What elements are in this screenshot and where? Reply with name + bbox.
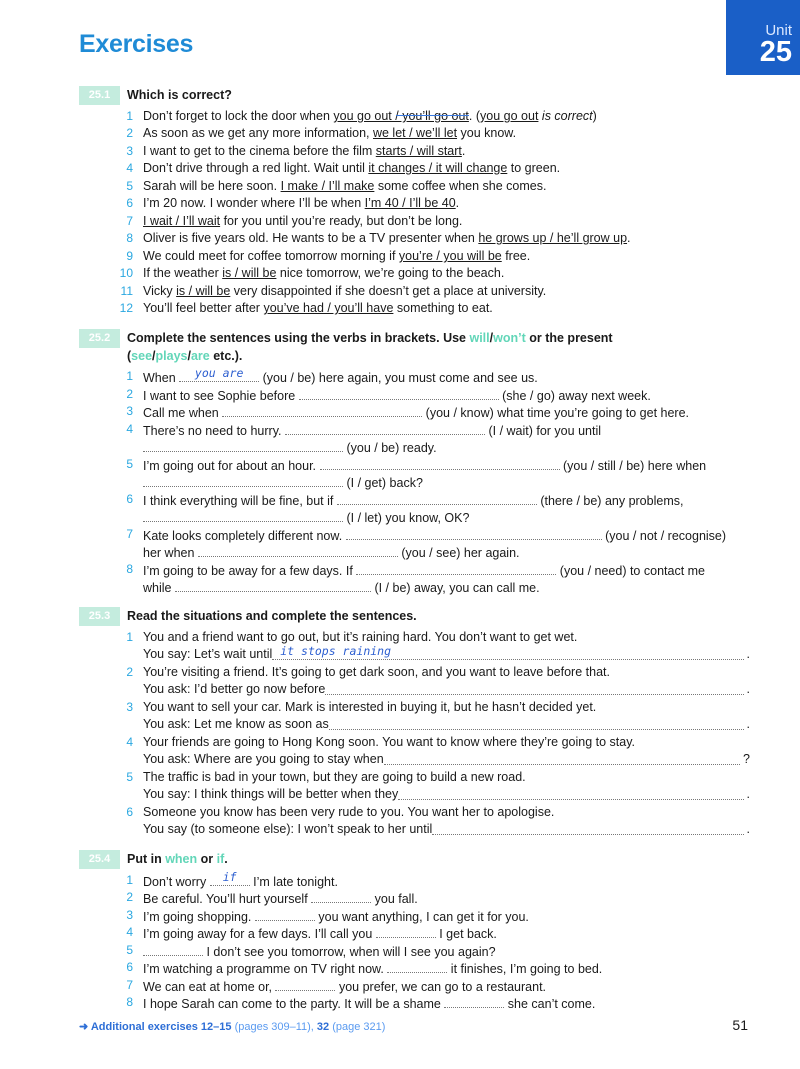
- note-text: ): [592, 109, 597, 123]
- response-prompt: You say: I think things will be better when they: [143, 787, 399, 801]
- ex2-item-6-cont: [143, 509, 469, 526]
- answer-blank[interactable]: [198, 544, 398, 557]
- exercise-label-25-3: 25.3: [79, 607, 120, 626]
- text: very disappointed if she doesn’t get a place at university.: [230, 284, 547, 298]
- ex4-item-7: [143, 978, 546, 995]
- handwritten-answer: you are: [194, 366, 244, 380]
- ex4-item-6: [143, 960, 602, 977]
- heading-text: or: [197, 852, 217, 866]
- item-number: 2: [126, 126, 133, 140]
- ex1-item: [143, 126, 516, 141]
- item-number: 3: [126, 144, 133, 158]
- item-number: 3: [126, 404, 133, 418]
- text: something to eat.: [393, 301, 493, 315]
- item-number: 7: [126, 527, 133, 541]
- situation-text: The traffic is bad in your town, but they are going to build a new road.: [143, 770, 526, 784]
- item-number: 10: [119, 266, 133, 280]
- keyword-plays: plays: [155, 349, 188, 363]
- ex2-item-5-cont: [143, 474, 423, 491]
- answer-blank[interactable]: [285, 422, 485, 435]
- text: (I / let) you know, OK?: [343, 511, 470, 525]
- end-punctuation: .: [746, 822, 750, 836]
- ex4-item-1: [143, 870, 338, 890]
- text: We can eat at home or,: [143, 980, 276, 994]
- item-number: 2: [126, 387, 133, 401]
- text: (you / still / be) here when: [559, 459, 707, 473]
- response-prompt: You say: Let’s wait until: [143, 647, 273, 661]
- text: you know.: [457, 126, 517, 140]
- answer-blank[interactable]: [275, 978, 335, 991]
- item-number: 7: [126, 214, 133, 228]
- response-prompt: You ask: I’d better go now before: [143, 682, 326, 696]
- text: (you / see) her again.: [397, 546, 520, 560]
- ex1-item: [143, 144, 465, 159]
- text: Sarah will be here soon.: [143, 179, 281, 193]
- answer-blank[interactable]: [432, 822, 743, 835]
- ex1-item: [143, 301, 493, 316]
- situation-text: You and a friend want to go out, but it’s raining hard. You don’t want to get wet.: [143, 630, 578, 644]
- slash: /: [489, 331, 494, 345]
- answer-blank[interactable]: [384, 752, 740, 765]
- ex1-item: [143, 266, 504, 281]
- text: I want to get to the cinema before the film: [143, 144, 376, 158]
- answer-blank[interactable]: [329, 717, 744, 730]
- note-text: (: [475, 109, 481, 123]
- exercise-heading-25-2: [127, 329, 613, 365]
- item-number: 1: [126, 873, 133, 887]
- text: to green.: [507, 161, 561, 175]
- answer-blank[interactable]: [325, 682, 743, 695]
- exercise-heading-25-3: Read the situations and complete the sentences.: [127, 609, 417, 623]
- exercise-label-25-4: 25.4: [79, 850, 120, 869]
- item-number: 8: [126, 562, 133, 576]
- ex2-item-8-cont: [143, 579, 540, 596]
- ex2-item-7-cont: [143, 544, 520, 561]
- item-number: 5: [126, 179, 133, 193]
- text: nice tomorrow, we’re going to the beach.: [276, 266, 505, 280]
- text: Don’t worry: [143, 875, 210, 889]
- heading-text: .: [224, 852, 228, 866]
- heading-text: (: [127, 349, 132, 363]
- exercise-label-25-1: 25.1: [79, 86, 120, 105]
- page-title: Exercises: [79, 30, 194, 58]
- answer-blank[interactable]: [346, 527, 602, 540]
- item-number: 2: [126, 890, 133, 904]
- answer-blank[interactable]: [210, 870, 250, 886]
- text: for you until you’re ready, but don’t be long.: [220, 214, 463, 228]
- ex2-item-3: [143, 404, 689, 421]
- choice-options[interactable]: he grows up / he’ll grow up: [478, 231, 628, 245]
- answer-blank[interactable]: [143, 439, 343, 452]
- text: I’m watching a programme on TV right now.: [143, 962, 388, 976]
- text: .: [627, 231, 631, 245]
- text: free.: [501, 249, 531, 263]
- text: If the weather: [143, 266, 223, 280]
- item-number: 5: [126, 457, 133, 471]
- item-number: 3: [126, 908, 133, 922]
- page-number: 51: [732, 1017, 748, 1033]
- text: I don’t see you tomorrow, when will I see you again?: [203, 945, 496, 959]
- item-number: 5: [126, 943, 133, 957]
- ex2-item-6: [143, 492, 683, 509]
- answer-blank[interactable]: [222, 404, 422, 417]
- additional-exercises-link[interactable]: [79, 1020, 385, 1033]
- text: I’m 20 now. I wonder where I’ll be when: [143, 196, 365, 210]
- item-number: 12: [119, 301, 133, 315]
- text: (you / be) ready.: [343, 441, 437, 455]
- ex2-item-8: [143, 562, 705, 579]
- ex2-item-2: [143, 387, 651, 404]
- answer-blank[interactable]: [179, 366, 259, 382]
- item-number: 1: [126, 630, 133, 644]
- text: As soon as we get any more information,: [143, 126, 373, 140]
- text: (you / need) to contact me: [556, 564, 706, 578]
- ex1-item: [143, 231, 631, 246]
- item-number: 6: [126, 492, 133, 506]
- ex1-item: [143, 109, 597, 124]
- text: Vicky: [143, 284, 177, 298]
- unit-number: 25: [759, 36, 792, 68]
- text: (I / get) back?: [343, 476, 423, 490]
- keyword-if: if: [216, 852, 225, 866]
- footer-pages: (pages 309–11),: [234, 1021, 317, 1033]
- ex1-item: [143, 161, 560, 176]
- text: (she / go) away next week.: [498, 389, 651, 403]
- item-number: 6: [126, 960, 133, 974]
- answer-blank[interactable]: [143, 943, 203, 956]
- keyword-see: see: [131, 349, 153, 363]
- exercise-label-25-2: 25.2: [79, 329, 120, 348]
- item-number: 4: [126, 735, 133, 749]
- choice-options[interactable]: I wait / I’ll wait: [143, 214, 221, 228]
- answer-blank[interactable]: [376, 925, 436, 938]
- text: I get back.: [435, 927, 497, 941]
- text: Don’t forget to lock the door when: [143, 109, 334, 123]
- choice-options[interactable]: starts / will start: [375, 144, 462, 158]
- text: (I / be) away, you can call me.: [370, 581, 540, 595]
- choice-options[interactable]: I make / I’ll make: [280, 179, 375, 193]
- choice-options[interactable]: is / will be: [222, 266, 277, 280]
- text: (you / be) here again, you must come and see us.: [259, 371, 538, 385]
- item-number: 6: [126, 196, 133, 210]
- answer-blank[interactable]: [356, 562, 556, 575]
- ex1-item: [143, 284, 546, 299]
- item-number: 11: [120, 284, 133, 298]
- text: .: [468, 109, 473, 123]
- ex2-item-1: [143, 366, 538, 386]
- text: some coffee when she comes.: [374, 179, 547, 193]
- exercise-heading-25-4: [127, 850, 228, 868]
- item-number: 2: [126, 665, 133, 679]
- answer-blank[interactable]: [387, 960, 447, 973]
- slash: /: [187, 349, 191, 363]
- note-text: is correct: [538, 109, 593, 123]
- end-punctuation: .: [746, 717, 750, 731]
- heading-text: etc.).: [209, 349, 243, 363]
- situation-text: Someone you know has been very rude to you. You want her to apologise.: [143, 805, 555, 819]
- text: We could meet for coffee tomorrow morning if: [143, 249, 399, 263]
- text: Don’t drive through a red light. Wait until: [143, 161, 369, 175]
- ex4-item-4: [143, 925, 497, 942]
- text: while: [143, 581, 175, 595]
- ex1-item: [143, 214, 462, 229]
- item-number: 4: [126, 422, 133, 436]
- keyword-when: when: [165, 852, 198, 866]
- text: (you / know) what time you’re going to get here.: [422, 406, 690, 420]
- unit-label: Unit: [765, 22, 792, 39]
- unit-badge: [726, 0, 800, 75]
- response-prompt: You ask: Let me know as soon as: [143, 717, 329, 731]
- heading-text: Complete the sentences using the verbs in brackets. Use: [127, 331, 470, 345]
- footer-text: Additional exercises 12–15: [88, 1021, 235, 1033]
- text: I think everything will be fine, but if: [143, 494, 337, 508]
- ex2-item-5: [143, 457, 706, 474]
- crossed-out-option-mark: [396, 115, 469, 116]
- item-number: 8: [126, 995, 133, 1009]
- response-prompt: You say (to someone else): I won’t speak to her until: [143, 822, 433, 836]
- item-number: 5: [126, 770, 133, 784]
- exercise-heading-25-1: Which is correct?: [127, 88, 232, 102]
- ex2-item-4: [143, 422, 601, 439]
- text: I’m going away for a few days. I’ll call you: [143, 927, 376, 941]
- answer-blank[interactable]: [272, 644, 743, 660]
- text: you want anything, I can get it for you.: [314, 910, 529, 924]
- choice-options[interactable]: is / will be: [176, 284, 231, 298]
- response-line: [143, 822, 750, 837]
- ex2-item-7: [143, 527, 726, 544]
- text: Kate looks completely different now.: [143, 529, 346, 543]
- text: You’ll feel better after: [143, 301, 264, 315]
- item-number: 7: [126, 978, 133, 992]
- text: (there / be) any problems,: [536, 494, 684, 508]
- choice-options[interactable]: I’m 40 / I’ll be 40: [364, 196, 456, 210]
- answer-blank[interactable]: [143, 474, 343, 487]
- answer-blank[interactable]: [320, 457, 560, 470]
- answer-blank[interactable]: [255, 908, 315, 921]
- answer-blank[interactable]: [299, 387, 499, 400]
- choice-options[interactable]: you go out / you’ll go out: [333, 109, 469, 123]
- text: Oliver is five years old. He wants to be a TV presenter when: [143, 231, 479, 245]
- item-number: 4: [126, 925, 133, 939]
- item-number: 1: [126, 109, 133, 123]
- heading-text: Put in: [127, 852, 166, 866]
- response-line: [143, 644, 750, 662]
- text: .: [455, 196, 460, 210]
- arrow-icon: ➜: [79, 1021, 89, 1033]
- text: Be careful. You’ll hurt yourself: [143, 892, 312, 906]
- text: (you / not / recognise): [601, 529, 727, 543]
- situation-text: You’re visiting a friend. It’s going to get dark soon, and you want to leave before that.: [143, 665, 610, 679]
- note-answer: you go out: [480, 109, 539, 123]
- text: When: [143, 371, 180, 385]
- heading-text: or the present: [525, 331, 613, 345]
- item-number: 4: [126, 161, 133, 175]
- text: I hope Sarah can come to the party. It will be a shame: [143, 997, 445, 1011]
- text: I’m going shopping.: [143, 910, 255, 924]
- keyword-are: are: [190, 349, 210, 363]
- answer-blank[interactable]: [311, 890, 371, 903]
- choice-options[interactable]: we let / we’ll let: [372, 126, 458, 140]
- text: There’s no need to hurry.: [143, 424, 285, 438]
- handwritten-answer: if: [222, 870, 237, 884]
- text: she can’t come.: [504, 997, 596, 1011]
- ex4-item-8: [143, 995, 595, 1012]
- item-number: 1: [126, 369, 133, 383]
- slash: /: [152, 349, 156, 363]
- answer-blank[interactable]: [444, 995, 504, 1008]
- text: her when: [143, 546, 198, 560]
- text: Call me when: [143, 406, 223, 420]
- choice-options[interactable]: it changes / it will change: [368, 161, 508, 175]
- end-punctuation: ?: [743, 752, 750, 766]
- situation-text: You want to sell your car. Mark is interested in buying it, but he hasn’t decided yet.: [143, 700, 597, 714]
- text: I want to see Sophie before: [143, 389, 299, 403]
- text: you fall.: [371, 892, 418, 906]
- text: .: [461, 144, 466, 158]
- item-number: 6: [126, 805, 133, 819]
- response-line: [143, 717, 750, 732]
- text: I’m going out for about an hour.: [143, 459, 320, 473]
- response-line: [143, 752, 750, 767]
- keyword-will: will: [469, 331, 490, 345]
- text: it finishes, I’m going to bed.: [447, 962, 603, 976]
- text: you prefer, we can go to a restaurant.: [335, 980, 547, 994]
- answer-blank[interactable]: [337, 492, 537, 505]
- footer-pages: (page 321): [329, 1021, 386, 1033]
- answer-blank[interactable]: [175, 579, 371, 592]
- response-prompt: You ask: Where are you going to stay when: [143, 752, 384, 766]
- ex2-item-4-cont: [143, 439, 437, 456]
- handwritten-answer: it stops raining: [280, 644, 392, 658]
- choice-options[interactable]: you’ve had / you’ll have: [263, 301, 394, 315]
- situation-text: Your friends are going to Hong Kong soon. You want to know where they’re going to stay.: [143, 735, 635, 749]
- text: (I / wait) for you until: [484, 424, 601, 438]
- choice-options[interactable]: you’re / you will be: [398, 249, 502, 263]
- ex4-item-3: [143, 908, 529, 925]
- item-number: 3: [126, 700, 133, 714]
- text: I’m late tonight.: [249, 875, 338, 889]
- item-number: 9: [126, 249, 133, 263]
- ex1-item: [143, 196, 459, 211]
- end-punctuation: .: [746, 787, 750, 801]
- ex1-item: [143, 179, 546, 194]
- ex4-item-5: [143, 943, 496, 960]
- keyword-wont: won’t: [493, 331, 526, 345]
- end-punctuation: .: [746, 647, 750, 661]
- footer-exercise-32: 32: [316, 1021, 330, 1033]
- response-line: [143, 787, 750, 802]
- answer-blank[interactable]: [143, 509, 343, 522]
- response-line: [143, 682, 750, 697]
- item-number: 8: [126, 231, 133, 245]
- ex4-item-2: [143, 890, 418, 907]
- end-punctuation: .: [746, 682, 750, 696]
- ex1-item: [143, 249, 530, 264]
- text: I’m going to be away for a few days. If: [143, 564, 357, 578]
- answer-blank[interactable]: [398, 787, 743, 800]
